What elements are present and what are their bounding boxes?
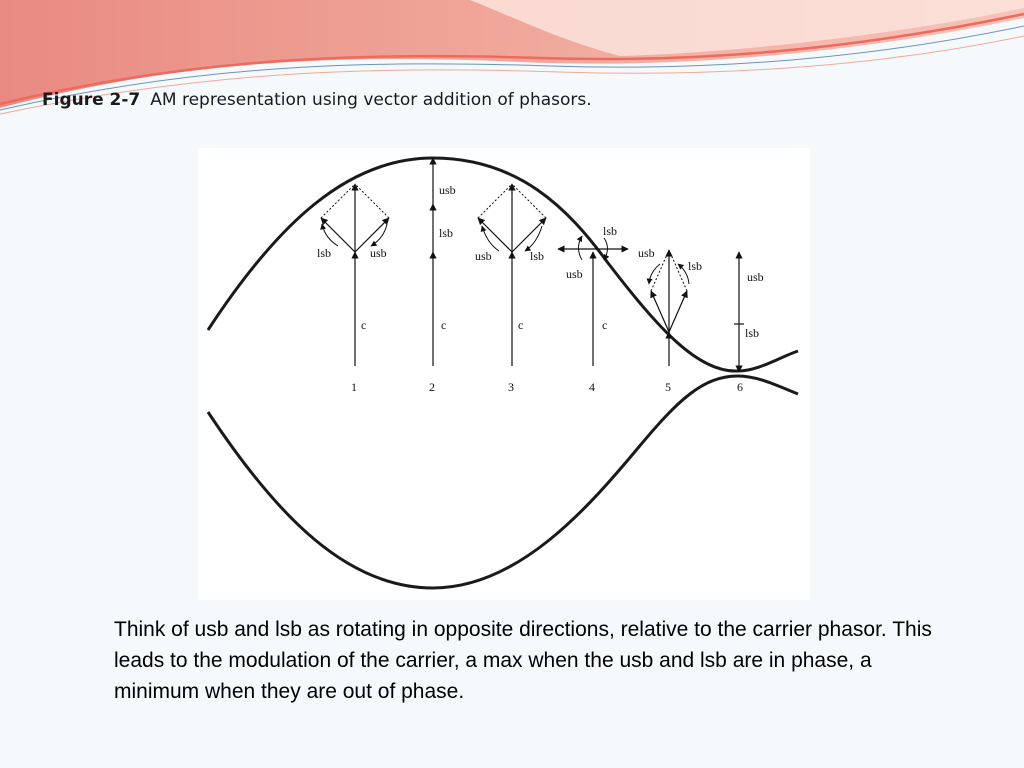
slide-title <box>42 90 592 110</box>
phasor-1 <box>317 184 389 394</box>
position-label-6: 6 <box>737 380 743 394</box>
usb-label: usb <box>439 183 456 197</box>
lsb-label: lsb <box>745 326 760 340</box>
figure-title-text: AM representation using vector addition of phasors. <box>150 90 592 110</box>
phasor-3 <box>475 184 546 394</box>
carrier-label: c <box>361 318 367 332</box>
position-label-4: 4 <box>589 380 595 394</box>
usb-label: usb <box>638 246 655 260</box>
phasor-2 <box>429 158 456 394</box>
position-label-1: 1 <box>351 380 357 394</box>
figure-label: Figure 2-7 <box>42 90 141 110</box>
lsb-label: lsb <box>688 259 703 273</box>
caption-text: Think of usb and lsb as rotating in opposite directions, relative to the carrier phasor. This leads to the modulation of the carrier, a max when the usb and lsb are in phase, a minimum when they are out of phase. <box>114 618 932 703</box>
phasor-6 <box>734 252 764 394</box>
usb-label: usb <box>566 267 583 281</box>
position-label-2: 2 <box>429 380 435 394</box>
position-label-5: 5 <box>665 380 671 394</box>
phasor-diagram <box>198 148 810 600</box>
lsb-label: lsb <box>603 224 618 238</box>
carrier-label: c <box>441 318 447 332</box>
usb-label: usb <box>370 246 387 260</box>
lsb-label: lsb <box>439 226 454 240</box>
usb-label: usb <box>475 249 492 263</box>
phasor-5 <box>638 246 702 394</box>
carrier-label: c <box>602 318 608 332</box>
lsb-label: lsb <box>530 249 545 263</box>
upper-envelope <box>208 158 798 371</box>
lsb-label: lsb <box>317 246 332 260</box>
phasor-4 <box>558 224 628 394</box>
usb-label: usb <box>747 270 764 284</box>
position-label-3: 3 <box>508 380 514 394</box>
carrier-label: c <box>518 318 524 332</box>
lower-envelope <box>208 376 798 588</box>
